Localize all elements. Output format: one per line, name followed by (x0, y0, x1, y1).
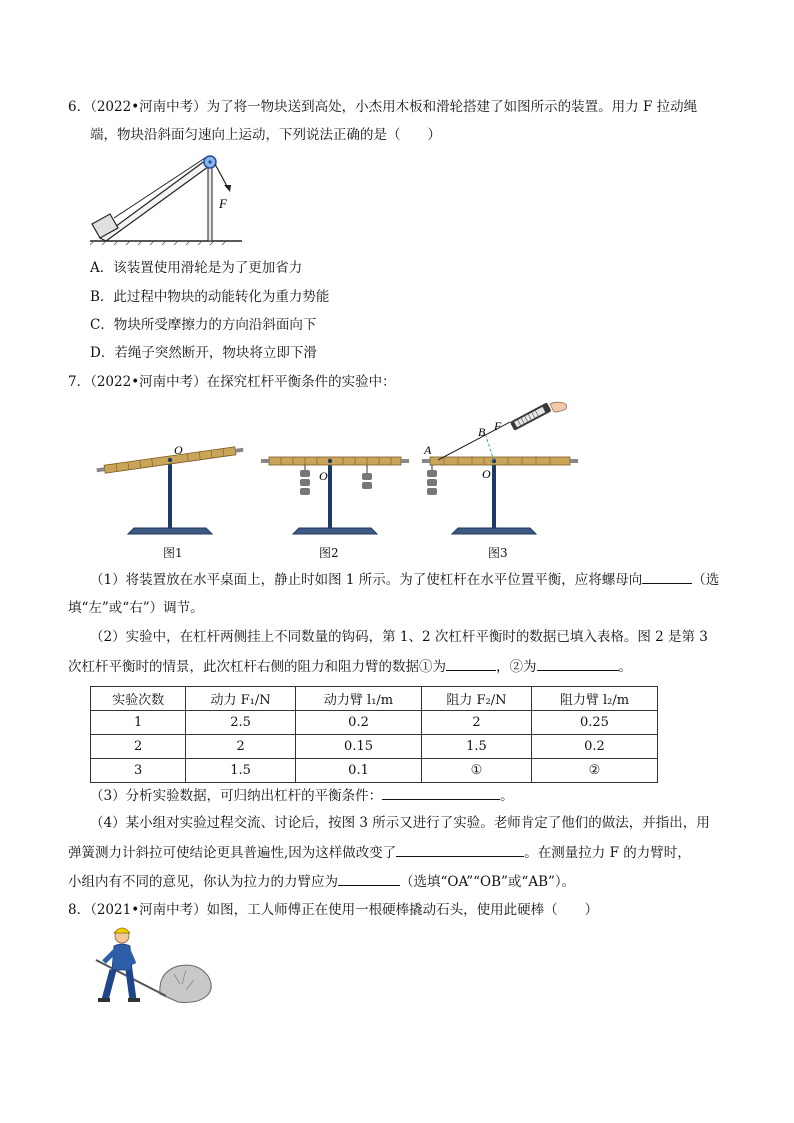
q7-part3: （3）分析实验数据，可归纳出杠杆的平衡条件： 。 (90, 785, 514, 806)
table-row: 1 2.5 0.2 2 0.25 (91, 711, 658, 735)
spring-scale-icon (510, 402, 552, 431)
answer-blank-2[interactable] (537, 656, 619, 671)
table-row: 2 2 0.15 1.5 0.2 (91, 735, 658, 759)
table-header: 阻力 F₂/N (422, 687, 532, 711)
q7-part4-line1: （4）某小组对实验过程交流、讨论后，按图 3 所示又进行了实验。老师肯定了他们的做法，并指出，用 (90, 815, 710, 831)
q7-part4-line3: 小组内有不同的意见，你认为拉力的力臂应为 （选填“OA”“OB”或“AB”）。 (68, 871, 575, 892)
pivot-label-O2: O (319, 469, 328, 483)
fig1-caption: 图1 (163, 546, 183, 560)
q6-stem-line1: 6．（2022•河南中考）为了将一物块送到高处，小杰用木板和滑轮搭建了如图所示的装置。用力 F 拉动绳 (68, 99, 698, 115)
q8-stem: 8．（2021•河南中考）如图，工人师傅正在使用一根硬棒撬动石头，使用此硬棒（ ） (68, 902, 599, 918)
answer-blank-1[interactable] (446, 656, 496, 671)
q7-part2-line2: 次杠杆平衡时的情景，此次杠杆右侧的阻力和阻力臂的数据①为 ，②为 。 (68, 656, 632, 677)
force-label-F3: F (494, 419, 502, 433)
pivot-label-O3: O (482, 467, 491, 481)
force-label-F: F (219, 196, 227, 211)
lever-figure-3 (418, 400, 593, 538)
q6-option-d: D．若绳子突然断开，物块将立即下滑 (90, 345, 317, 361)
answer-blank-direction[interactable] (642, 569, 692, 584)
fig3-caption: 图3 (488, 546, 508, 560)
pivot-label-O1: O (174, 443, 183, 457)
table-row: 3 1.5 0.1 ① ② (91, 759, 658, 783)
table-header: 实验次数 (91, 687, 186, 711)
q6-option-b: B．此过程中物块的动能转化为重力势能 (90, 289, 330, 305)
q7-part4-line2: 弹簧测力计斜拉可使结论更具普遍性,因为这样做改变了 。在测量拉力 F 的力臂时， (68, 842, 691, 863)
hand-icon (550, 402, 567, 412)
q6-stem-line2: 端，物块沿斜面匀速向上运动，下列说法正确的是（ ） (90, 127, 441, 143)
worker-crowbar-figure (86, 924, 216, 1010)
q6-option-c: C．物块所受摩擦力的方向沿斜面向下 (90, 317, 317, 333)
q6-option-a: A．该装置使用滑轮是为了更加省力 (90, 260, 303, 276)
q7-part1-line1: （1）将装置放在水平桌面上，静止时如图 1 所示。为了使杠杆在水平位置平衡，应将螺母向 （选 (90, 569, 719, 590)
q6-incline-pulley-figure (86, 152, 246, 246)
q7-part2-line1: （2）实验中，在杠杆两侧挂上不同数量的钩码，第 1、2 次杠杆平衡时的数据已填入表格。图 2 是第 3 (90, 629, 708, 645)
point-label-B: B (478, 425, 486, 439)
point-label-A: A (424, 443, 432, 457)
table-header-row (91, 687, 658, 711)
table-header: 阻力臂 l₂/m (531, 687, 657, 711)
q7-part1-line2: 填“左”或“右”）调节。 (68, 600, 204, 616)
answer-blank-condition[interactable] (382, 785, 500, 800)
lever-data-table (90, 686, 658, 783)
table-header: 动力 F₁/N (186, 687, 296, 711)
answer-blank-arm[interactable] (338, 871, 400, 886)
q7-stem: 7．（2022•河南中考）在探究杠杆平衡条件的实验中： (68, 374, 396, 390)
answer-blank-changed[interactable] (396, 842, 524, 857)
lever-figure-2 (255, 438, 415, 538)
fig2-caption: 图2 (319, 546, 339, 560)
lever-figure-1 (90, 438, 250, 538)
table-header: 动力臂 l₁/m (295, 687, 421, 711)
